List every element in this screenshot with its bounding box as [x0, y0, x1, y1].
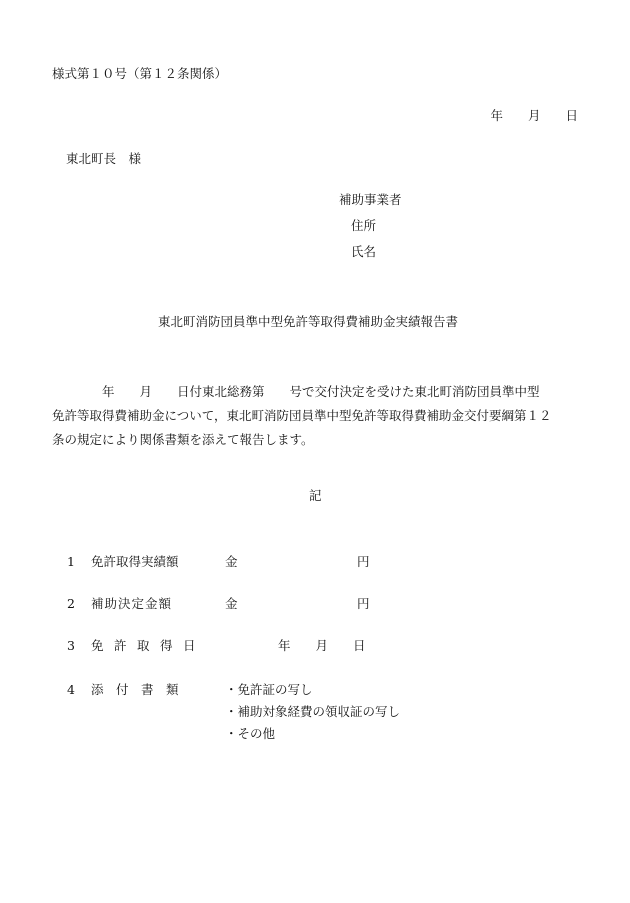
document-title: 東北町消防団員準中型免許等取得費補助金実績報告書 [158, 314, 459, 329]
body-paragraph [52, 380, 582, 452]
item-3-number: 3 [67, 638, 75, 653]
item-1-prefix: 金 [225, 554, 238, 569]
date-line: 年 月 日 [490, 108, 578, 123]
applicant-title: 補助事業者 [339, 192, 402, 207]
item-3-label: 免 許 取 得 日 [91, 638, 195, 653]
addressee: 東北町長 様 [66, 151, 142, 166]
item-1-suffix: 円 [357, 554, 370, 569]
ki-heading: 記 [309, 488, 322, 503]
attachment-item: ・その他 [225, 726, 276, 741]
body-line-3: 条の規定により関係書類を添えて報告します。 [52, 432, 314, 447]
attachment-item: ・補助対象経費の領収証の写し [225, 704, 401, 719]
item-2-suffix: 円 [357, 596, 370, 611]
body-line-2: 免許等取得費補助金について，東北町消防団員準中型免許等取得費補助金交付要綱第１２ [52, 408, 552, 423]
item-3-date: 年 月 日 [278, 638, 366, 653]
item-1-label: 免許取得実績額 [91, 554, 179, 569]
item-2-label: 補助決定金額 [91, 596, 173, 611]
item-2-number: 2 [67, 596, 75, 611]
applicant-address-label: 住所 [351, 218, 377, 233]
item-2-prefix: 金 [225, 596, 238, 611]
item-4-number: 4 [67, 682, 75, 697]
form-number: 様式第１０号（第１２条関係） [52, 66, 228, 81]
attachment-item: ・免許証の写し [225, 682, 313, 697]
item-1-number: 1 [67, 554, 75, 569]
item-4-label: 添 付 書 類 [91, 682, 179, 697]
body-line-1: 年 月 日付東北総務第 号で交付決定を受けた東北町消防団員準中型 [102, 384, 540, 399]
applicant-name-label: 氏名 [351, 244, 377, 259]
